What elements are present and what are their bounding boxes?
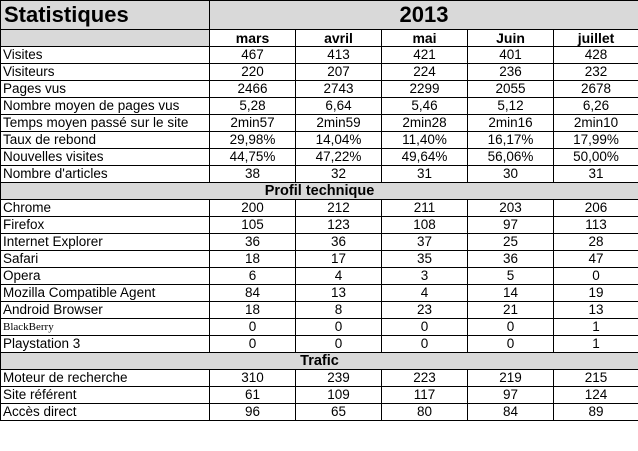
month-header: juillet (554, 30, 638, 47)
table-row (1, 251, 638, 268)
value-cell: 215 (554, 370, 638, 387)
value-cell: 61 (210, 387, 296, 404)
row-label: Temps moyen passé sur le site (1, 115, 210, 132)
row-label: Pages vus (1, 81, 210, 98)
value-cell: 236 (468, 64, 554, 81)
value-cell: 21 (468, 302, 554, 319)
value-cell: 0 (210, 319, 296, 336)
value-cell: 8 (296, 302, 382, 319)
table-row (1, 370, 638, 387)
value-cell: 310 (210, 370, 296, 387)
value-cell: 200 (210, 200, 296, 217)
value-cell: 36 (468, 251, 554, 268)
table-row (1, 336, 638, 353)
value-cell: 105 (210, 217, 296, 234)
value-cell: 30 (468, 166, 554, 183)
row-label: Visites (1, 47, 210, 64)
value-cell: 401 (468, 47, 554, 64)
value-cell: 108 (382, 217, 468, 234)
value-cell: 97 (468, 387, 554, 404)
value-cell: 84 (210, 285, 296, 302)
value-cell: 11,40% (382, 132, 468, 149)
value-cell: 56,06% (468, 149, 554, 166)
value-cell: 31 (382, 166, 468, 183)
table-row (1, 81, 638, 98)
value-cell: 3 (382, 268, 468, 285)
value-cell: 36 (210, 234, 296, 251)
value-cell: 6 (210, 268, 296, 285)
value-cell: 6,26 (554, 98, 638, 115)
row-label: Chrome (1, 200, 210, 217)
value-cell: 37 (382, 234, 468, 251)
value-cell: 17 (296, 251, 382, 268)
table-row (1, 115, 638, 132)
value-cell: 6,64 (296, 98, 382, 115)
row-label: Safari (1, 251, 210, 268)
value-cell: 0 (382, 336, 468, 353)
value-cell: 4 (382, 285, 468, 302)
title-row (1, 1, 638, 30)
value-cell: 2743 (296, 81, 382, 98)
value-cell: 0 (468, 336, 554, 353)
value-cell: 44,75% (210, 149, 296, 166)
table-row (1, 132, 638, 149)
value-cell: 203 (468, 200, 554, 217)
value-cell: 123 (296, 217, 382, 234)
value-cell: 25 (468, 234, 554, 251)
table-row (1, 234, 638, 251)
section-header-row (1, 183, 638, 200)
value-cell: 89 (554, 404, 638, 421)
value-cell: 84 (468, 404, 554, 421)
value-cell: 207 (296, 64, 382, 81)
table-row (1, 64, 638, 81)
table-row (1, 149, 638, 166)
value-cell: 2299 (382, 81, 468, 98)
value-cell: 2min28 (382, 115, 468, 132)
value-cell: 18 (210, 251, 296, 268)
value-cell: 2min59 (296, 115, 382, 132)
value-cell: 421 (382, 47, 468, 64)
value-cell: 113 (554, 217, 638, 234)
table-row (1, 387, 638, 404)
value-cell: 5,28 (210, 98, 296, 115)
value-cell: 19 (554, 285, 638, 302)
value-cell: 211 (382, 200, 468, 217)
value-cell: 31 (554, 166, 638, 183)
month-header: mai (382, 30, 468, 47)
value-cell: 13 (554, 302, 638, 319)
row-label: Nouvelles visites (1, 149, 210, 166)
value-cell: 29,98% (210, 132, 296, 149)
section-title: Profil technique (1, 183, 638, 200)
table-row (1, 302, 638, 319)
table-title: Statistiques (1, 1, 210, 30)
value-cell: 5 (468, 268, 554, 285)
row-label: Moteur de recherche (1, 370, 210, 387)
section-header-row (1, 353, 638, 370)
month-header: avril (296, 30, 382, 47)
table-row (1, 98, 638, 115)
value-cell: 2min10 (554, 115, 638, 132)
table-row (1, 404, 638, 421)
value-cell: 2055 (468, 81, 554, 98)
value-cell: 23 (382, 302, 468, 319)
month-header: Juin (468, 30, 554, 47)
value-cell: 4 (296, 268, 382, 285)
value-cell: 14 (468, 285, 554, 302)
value-cell: 223 (382, 370, 468, 387)
value-cell: 32 (296, 166, 382, 183)
month-header: mars (210, 30, 296, 47)
value-cell: 13 (296, 285, 382, 302)
row-label: Accès direct (1, 404, 210, 421)
value-cell: 117 (382, 387, 468, 404)
value-cell: 109 (296, 387, 382, 404)
row-label: Taux de rebond (1, 132, 210, 149)
row-label: Firefox (1, 217, 210, 234)
value-cell: 65 (296, 404, 382, 421)
value-cell: 96 (210, 404, 296, 421)
value-cell: 0 (210, 336, 296, 353)
corner-cell (1, 30, 210, 47)
value-cell: 0 (554, 268, 638, 285)
table-row (1, 47, 638, 64)
value-cell: 0 (296, 319, 382, 336)
value-cell: 124 (554, 387, 638, 404)
value-cell: 413 (296, 47, 382, 64)
value-cell: 467 (210, 47, 296, 64)
value-cell: 2min16 (468, 115, 554, 132)
row-label: Visiteurs (1, 64, 210, 81)
value-cell: 239 (296, 370, 382, 387)
table-row (1, 319, 638, 336)
value-cell: 49,64% (382, 149, 468, 166)
value-cell: 80 (382, 404, 468, 421)
value-cell: 16,17% (468, 132, 554, 149)
value-cell: 212 (296, 200, 382, 217)
value-cell: 220 (210, 64, 296, 81)
value-cell: 28 (554, 234, 638, 251)
table-row (1, 217, 638, 234)
table-row (1, 166, 638, 183)
value-cell: 17,99% (554, 132, 638, 149)
value-cell: 47,22% (296, 149, 382, 166)
value-cell: 0 (382, 319, 468, 336)
table-row (1, 268, 638, 285)
value-cell: 2min57 (210, 115, 296, 132)
row-label: BlackBerry (1, 319, 210, 336)
row-label: Site référent (1, 387, 210, 404)
value-cell: 50,00% (554, 149, 638, 166)
value-cell: 35 (382, 251, 468, 268)
row-label: Android Browser (1, 302, 210, 319)
table-row (1, 285, 638, 302)
value-cell: 0 (296, 336, 382, 353)
row-label: Nombre d'articles (1, 166, 210, 183)
row-label: Nombre moyen de pages vus (1, 98, 210, 115)
value-cell: 5,46 (382, 98, 468, 115)
value-cell: 14,04% (296, 132, 382, 149)
value-cell: 1 (554, 319, 638, 336)
value-cell: 428 (554, 47, 638, 64)
year-header: 2013 (210, 1, 638, 30)
value-cell: 1 (554, 336, 638, 353)
value-cell: 97 (468, 217, 554, 234)
month-header-row (1, 30, 638, 47)
value-cell: 47 (554, 251, 638, 268)
value-cell: 206 (554, 200, 638, 217)
value-cell: 2466 (210, 81, 296, 98)
value-cell: 0 (468, 319, 554, 336)
value-cell: 18 (210, 302, 296, 319)
section-title: Trafic (1, 353, 638, 370)
value-cell: 224 (382, 64, 468, 81)
table-row (1, 200, 638, 217)
value-cell: 232 (554, 64, 638, 81)
row-label: Playstation 3 (1, 336, 210, 353)
value-cell: 2678 (554, 81, 638, 98)
row-label: Internet Explorer (1, 234, 210, 251)
row-label: Mozilla Compatible Agent (1, 285, 210, 302)
value-cell: 219 (468, 370, 554, 387)
row-label: Opera (1, 268, 210, 285)
value-cell: 5,12 (468, 98, 554, 115)
value-cell: 38 (210, 166, 296, 183)
value-cell: 36 (296, 234, 382, 251)
